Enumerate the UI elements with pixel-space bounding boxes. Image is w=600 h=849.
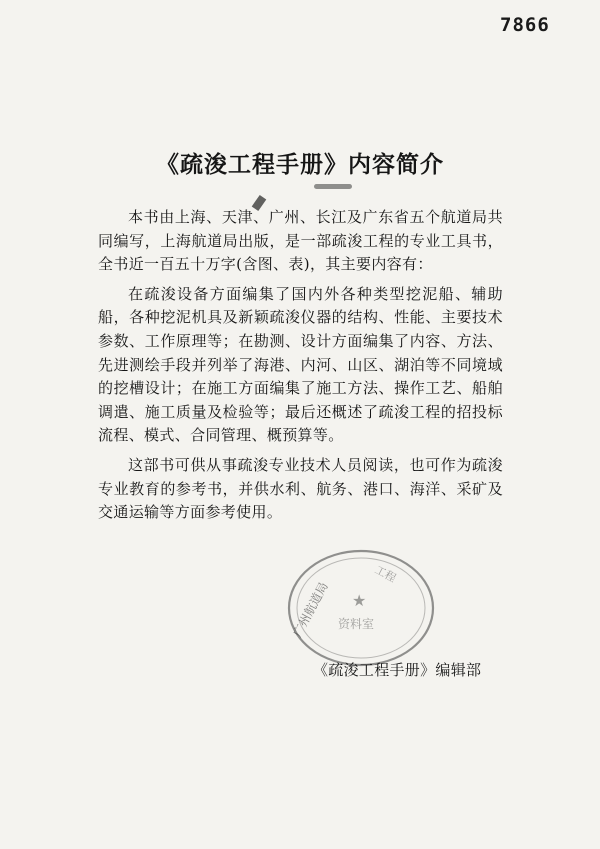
body-text	[98, 206, 503, 525]
page-number: 7866	[500, 14, 550, 36]
ink-smudge	[314, 184, 352, 189]
paragraph-contents: 在疏浚设备方面编集了国内外各种类型挖泥船、辅助船，各种挖泥机具及新颖疏浚仪器的结构、性能、主要技术参数、工作原理等；在勘测、设计方面编集了内容、方法、先进测绘手段并列举了海港、内河、山区、湖泊等不同境域的挖槽设计；在施工方面编集了施工方法、操作工艺、船舶调遣、施工质量及检验等；最后还概述了疏浚工程的招投标流程、模式、合同管理、概预算等。	[98, 284, 503, 445]
svg-text:广州航道局: 广州航道局	[290, 579, 331, 640]
paragraph-audience: 这部书可供从事疏浚专业技术人员阅读，也可作为疏浚专业教育的参考书，并供水利、航务、港口、海洋、采矿及交通运输等方面参考使用。	[98, 455, 503, 522]
svg-text:工程: 工程	[372, 563, 399, 585]
circular-seal	[286, 548, 436, 668]
editor-signature: 《疏浚工程手册》编辑部	[313, 661, 482, 679]
svg-text:★: ★	[352, 591, 367, 610]
svg-text:资料室: 资料室	[338, 617, 375, 631]
document-title: 《疏浚工程手册》内容简介	[156, 151, 444, 178]
paragraph-intro: 本书由上海、天津、广州、长江及广东省五个航道局共同编写，上海航道局出版，是一部疏浚工程的专业工具书，全书近一百五十万字(含图、表)，其主要内容有：	[98, 208, 503, 274]
